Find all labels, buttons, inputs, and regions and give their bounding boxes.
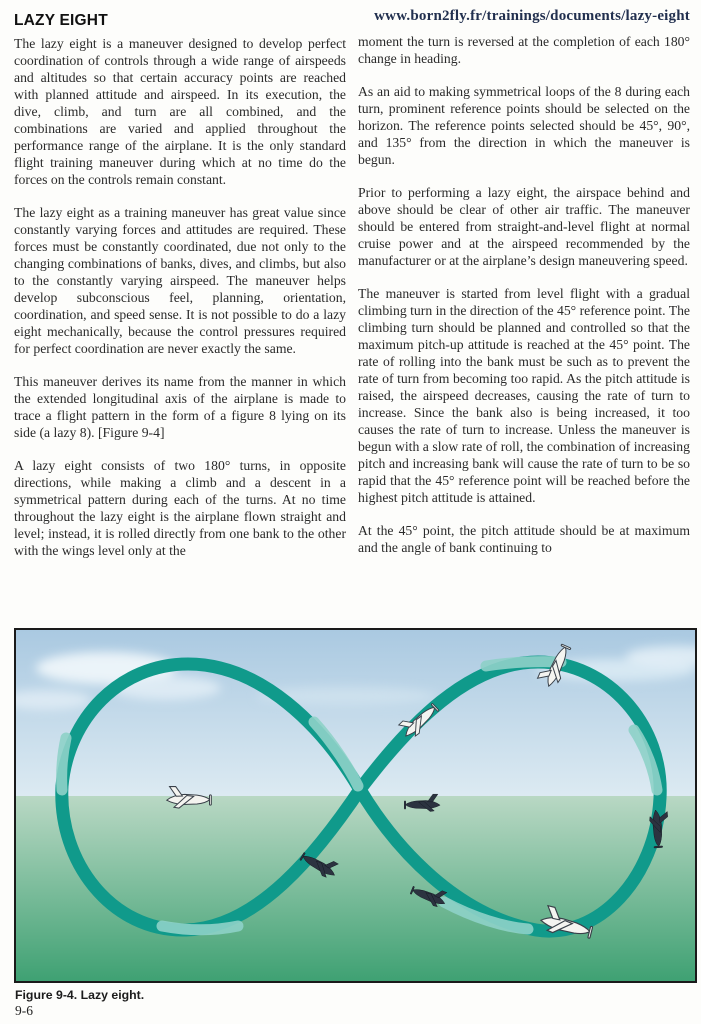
figure-caption: Figure 9-4. Lazy eight.: [15, 988, 145, 1002]
page-number: 9-6: [15, 1003, 33, 1018]
page-title: LAZY EIGHT: [14, 12, 108, 29]
paragraph: The lazy eight as a training maneuver has great value since constantly varying forces and attitudes are required. These forces must be constantly coordinated, due not only to the changing combinations of banks, dives, and climbs, but also to the constantly varying airspeed. The maneuver helps develop subconscious feel, planning, orientation, coordination, and speed sense. It is not possible to do a lazy eight mechanically, because the control pressures required for perfect coordination are never exactly the same.: [14, 205, 346, 356]
lazy-eight-illustration: [16, 630, 695, 981]
paragraph: The maneuver is started from level flight with a gradual climbing turn in the direction of the 45° reference point. The climbing turn should be planned and controlled so that the maximum pitch-up attitude is reached at the 45° point. The rate of rolling into the bank must be such as to prevent the rate of turn from becoming too rapid. As the pitch attitude is raised, the airspeed decreases, causing the rate of turn to increase. Since the bank also is being increased, it too causes the rate of turn to increase. Unless the maneuver is begun with a slow rate of roll, the combination of increasing pitch and increasing bank will cause the rate of turn to be so rapid that the 45° reference point will be reached before the highest pitch attitude is attained.: [358, 286, 690, 505]
paragraph: This maneuver derives its name from the manner in which the extended longitudinal axis of the airplane is made to trace a flight pattern in the form of a figure 8 lying on its side (a lazy 8). [Figure 9-4]: [14, 374, 346, 440]
figure-lazy-eight: [14, 628, 697, 983]
paragraph: moment the turn is reversed at the completion of each 180° change in heading.: [358, 34, 690, 66]
paragraph: Prior to performing a lazy eight, the airspace behind and above should be clear of other air traffic. The maneuver should be entered from straight-and-level flight at normal cruise power and at the airspeed recommended by the manufacturer or at the airplane’s design maneuvering speed.: [358, 185, 690, 268]
paragraph: A lazy eight consists of two 180° turns, in opposite directions, while making a climb and a descent in a symmetrical pattern during each of the turns. At no time throughout the lazy eight is the airplane flown straight and level; instead, it is rolled directly from one bank to the other with the wings level only at the: [14, 458, 346, 558]
paragraph: The lazy eight is a maneuver designed to develop perfect coordination of controls through a wide range of airspeeds and altitudes so that certain accuracy points are reached with planned attitude and airspeed. In its execution, the dive, climb, and turn are all combined, and the combinations are varied and applied throughout the performance range of the airplane. It is the only standard flight training maneuver during which at no time do the forces on the controls remain constant.: [14, 36, 346, 187]
ground: [16, 796, 695, 981]
paragraph: At the 45° point, the pitch attitude should be at maximum and the angle of bank continuing to: [358, 523, 690, 555]
article-columns: [14, 12, 690, 575]
right-column: [358, 12, 690, 575]
paragraph: As an aid to making symmetrical loops of the 8 during each turn, prominent reference points should be selected on the horizon. The reference points selected should be 45°, 90°, and 135° from the direction in which the maneuver is begun.: [358, 84, 690, 167]
header-url: www.born2fly.fr/trainings/documents/lazy-eight: [374, 8, 690, 24]
left-column: [14, 12, 346, 575]
